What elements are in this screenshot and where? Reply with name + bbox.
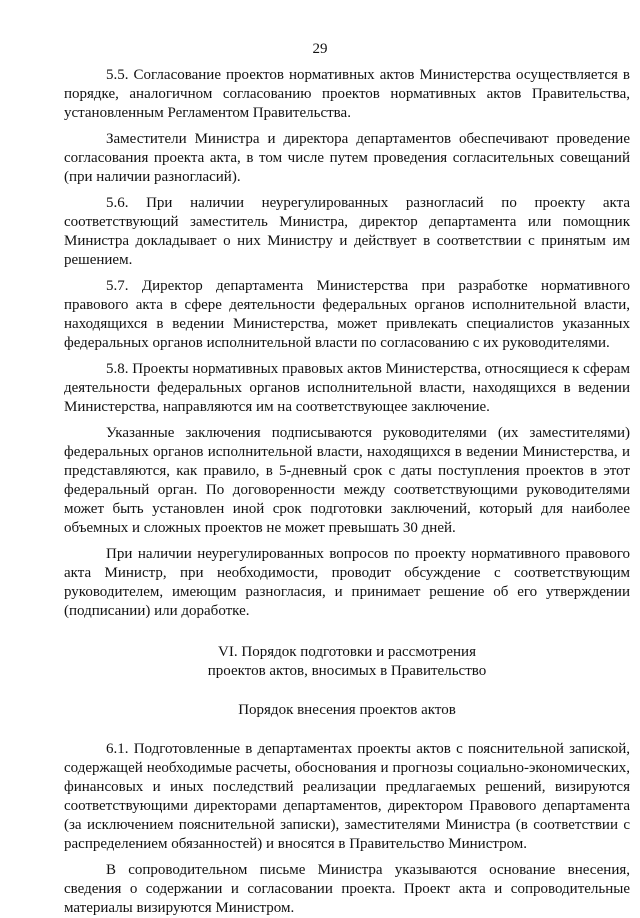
paragraph-deputies: Заместители Министра и директора департаментов обеспечивают проведение согласования проекта акта, в том числе путем проведения согласительных совещаний (при наличии разногласий). (64, 131, 630, 185)
paragraph-5-8: 5.8. Проекты нормативных правовых актов Министерства, относящиеся к сферам деятельности федеральных органов исполнительной власти, находящихся в ведении Министерства, направляются им на соответствующее заключение. (64, 361, 630, 415)
subsection-title: Порядок внесения проектов актов (238, 702, 456, 718)
paragraph-6-1: 6.1. Подготовленные в департаментах проекты актов с пояснительной запиской, содержащей необходимые расчеты, обоснования и прогнозы социально-экономических, финансовых и иных последствий реализации предлагаемых решений, визируются соответствующими директорами департаментов, директором Правового департамента (за исключением пояснительной записки), заместителями Министра (в соответствии с распределением обязанностей) и вносятся в Правительство Министром. (64, 741, 630, 852)
section-title-line-1: VI. Порядок подготовки и рассмотрения (218, 644, 476, 660)
paragraph-unresolved: При наличии неурегулированных вопросов по проекту нормативного правового акта Министр, при необходимости, проводит обсуждение с соответствующим руководителем, имеющим разногласия, и принимает решение об его утверждении (подписании) или доработке. (64, 546, 630, 619)
paragraph-conclusions: Указанные заключения подписываются руководителями (их заместителями) федеральных органов исполнительной власти, находящихся в ведении Министерства, и представляются, как правило, в 5-дневный срок с даты поступления проектов в этот федеральный орган. По договоренности между соответствующими руководителями может быть установлен иной срок подготовки заключений, который для наиболее объемных и сложных проектов не может превышать 30 дней. (64, 425, 630, 536)
paragraph-5-6: 5.6. При наличии неурегулированных разногласий по проекту акта соответствующий заместитель Министра, директор департамента или помощник Министра докладывает о них Министру и действует в соответствии с принятым им решением. (64, 195, 630, 268)
page-number: 29 (312, 41, 328, 57)
paragraph-5-5: 5.5. Согласование проектов нормативных актов Министерства осуществляется в порядке, аналогичном согласованию проектов нормативных актов Правительства, установленным Регламентом Правительства. (64, 67, 630, 121)
section-title-line-2: проектов актов, вносимых в Правительство (207, 663, 487, 679)
paragraph-5-7: 5.7. Директор департамента Министерства при разработке нормативного правового акта в сфере деятельности федеральных органов исполнительной власти, находящихся в ведении Министерства, может привлекать специалистов указанных федеральных органов исполнительной власти по согласованию с их руководителями. (64, 278, 630, 351)
paragraph-cover-letter: В сопроводительном письме Министра указываются основание внесения, сведения о содержании и согласовании проекта. Проект акта и сопроводительные материалы визируются Министром. (64, 862, 630, 916)
document-body (64, 66, 630, 918)
section-title (64, 643, 630, 681)
